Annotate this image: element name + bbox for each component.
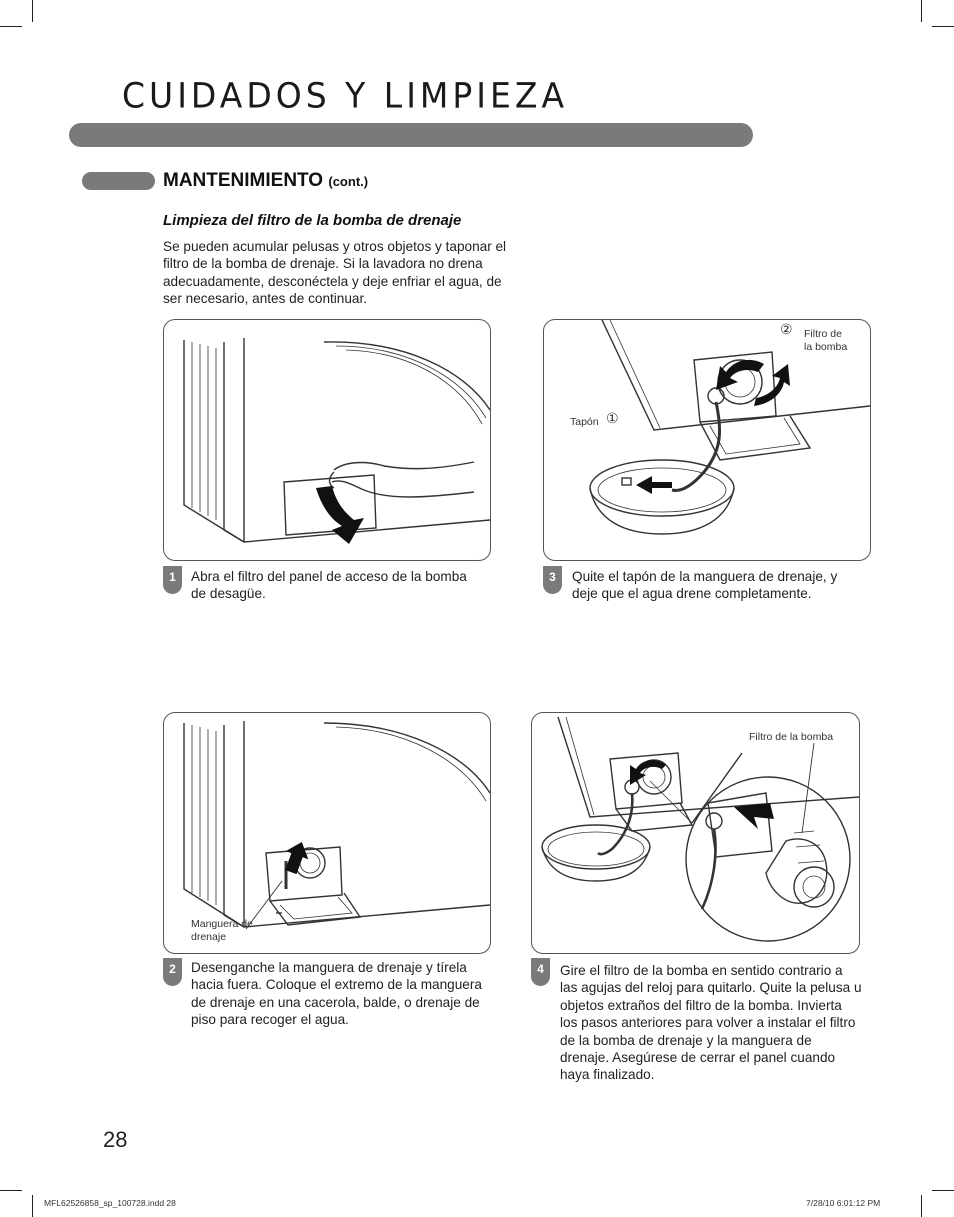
section-title bbox=[163, 170, 368, 192]
step-2-text: Desenganche la manguera de drenaje y tírela hacia fuera. Coloque el extremo de la manguera de drenaje en una cacerola, balde, o drenaje de piso para recoger el agua. bbox=[191, 960, 482, 1028]
timestamp: 7/28/10 6:01:12 PM bbox=[806, 1198, 881, 1208]
drain-pan-drawing bbox=[544, 320, 870, 560]
drain-hose-drawing bbox=[164, 713, 490, 953]
step-3-text: Quite el tapón de la manguera de drenaje, y deje que el agua drene completamente. bbox=[572, 569, 838, 602]
step-1-number: 1 bbox=[163, 566, 182, 594]
crop-mark bbox=[0, 26, 22, 27]
callout-filter-pump: Filtro de la bomba bbox=[804, 328, 848, 353]
page-title: CUIDADOS Y LIMPIEZA bbox=[122, 75, 569, 116]
callout-drain-hose: Manguera de drenaje bbox=[191, 918, 253, 943]
marker-2: ② bbox=[780, 321, 793, 337]
step-2-number: 2 bbox=[163, 958, 182, 986]
crop-mark bbox=[921, 0, 922, 22]
crop-mark bbox=[32, 0, 33, 22]
callout-filter-pump-4: Filtro de la bomba bbox=[749, 731, 834, 743]
step-4-number: 4 bbox=[531, 958, 550, 986]
section-subtitle: Limpieza del filtro de la bomba de drenaje bbox=[163, 212, 462, 229]
step-3-illustration bbox=[543, 319, 871, 561]
crop-mark bbox=[932, 1190, 954, 1191]
step-4-illustration bbox=[531, 712, 860, 954]
crop-mark bbox=[0, 1190, 22, 1191]
filter-removal-drawing bbox=[532, 713, 859, 953]
step-1-text: Abra el filtro del panel de acceso de la bomba de desagüe. bbox=[191, 569, 467, 602]
washer-open-panel-drawing bbox=[164, 320, 490, 560]
file-slug: MFL62526858_sp_100728.indd 28 bbox=[44, 1198, 176, 1208]
pull-out-arrow-icon bbox=[734, 803, 774, 829]
title-bar bbox=[69, 123, 753, 147]
rotate-ccw-arrow-icon bbox=[716, 360, 764, 390]
step-1-illustration bbox=[163, 319, 491, 561]
crop-mark bbox=[921, 1195, 922, 1217]
step-3-number: 3 bbox=[543, 566, 562, 594]
marker-1: ① bbox=[606, 410, 619, 426]
section-pill bbox=[82, 172, 155, 190]
step-2-illustration bbox=[163, 712, 491, 954]
crop-mark bbox=[32, 1195, 33, 1217]
step-4-text: Gire el filtro de la bomba en sentido contrario a las agujas del reloj para quitarlo. Quite la pelusa u objetos extraños del filtro de la bomba. Invierta los pasos anteriores para volver a instalar el filtro de la bomba de drenaje y la manguera de drenaje. Asegúrese de cerrar el panel cuando haya finalizado. bbox=[560, 963, 862, 1083]
page-number: 28 bbox=[103, 1127, 128, 1152]
intro-paragraph: Se pueden acumular pelusas y otros objetos y taponar el filtro de la bomba de drenaje. Si la lavadora no drena adecuadamente, desconéctela y deje enfriar el agua, de ser necesario, antes de continuar. bbox=[163, 239, 507, 307]
callout-cap: Tapón bbox=[570, 416, 599, 428]
rotate-ccw-arrow-icon bbox=[630, 760, 666, 785]
crop-mark bbox=[932, 26, 954, 27]
section-title-text: MANTENIMIENTO bbox=[163, 170, 324, 191]
section-cont: (cont.) bbox=[328, 174, 369, 189]
left-arrow-icon bbox=[636, 476, 672, 494]
